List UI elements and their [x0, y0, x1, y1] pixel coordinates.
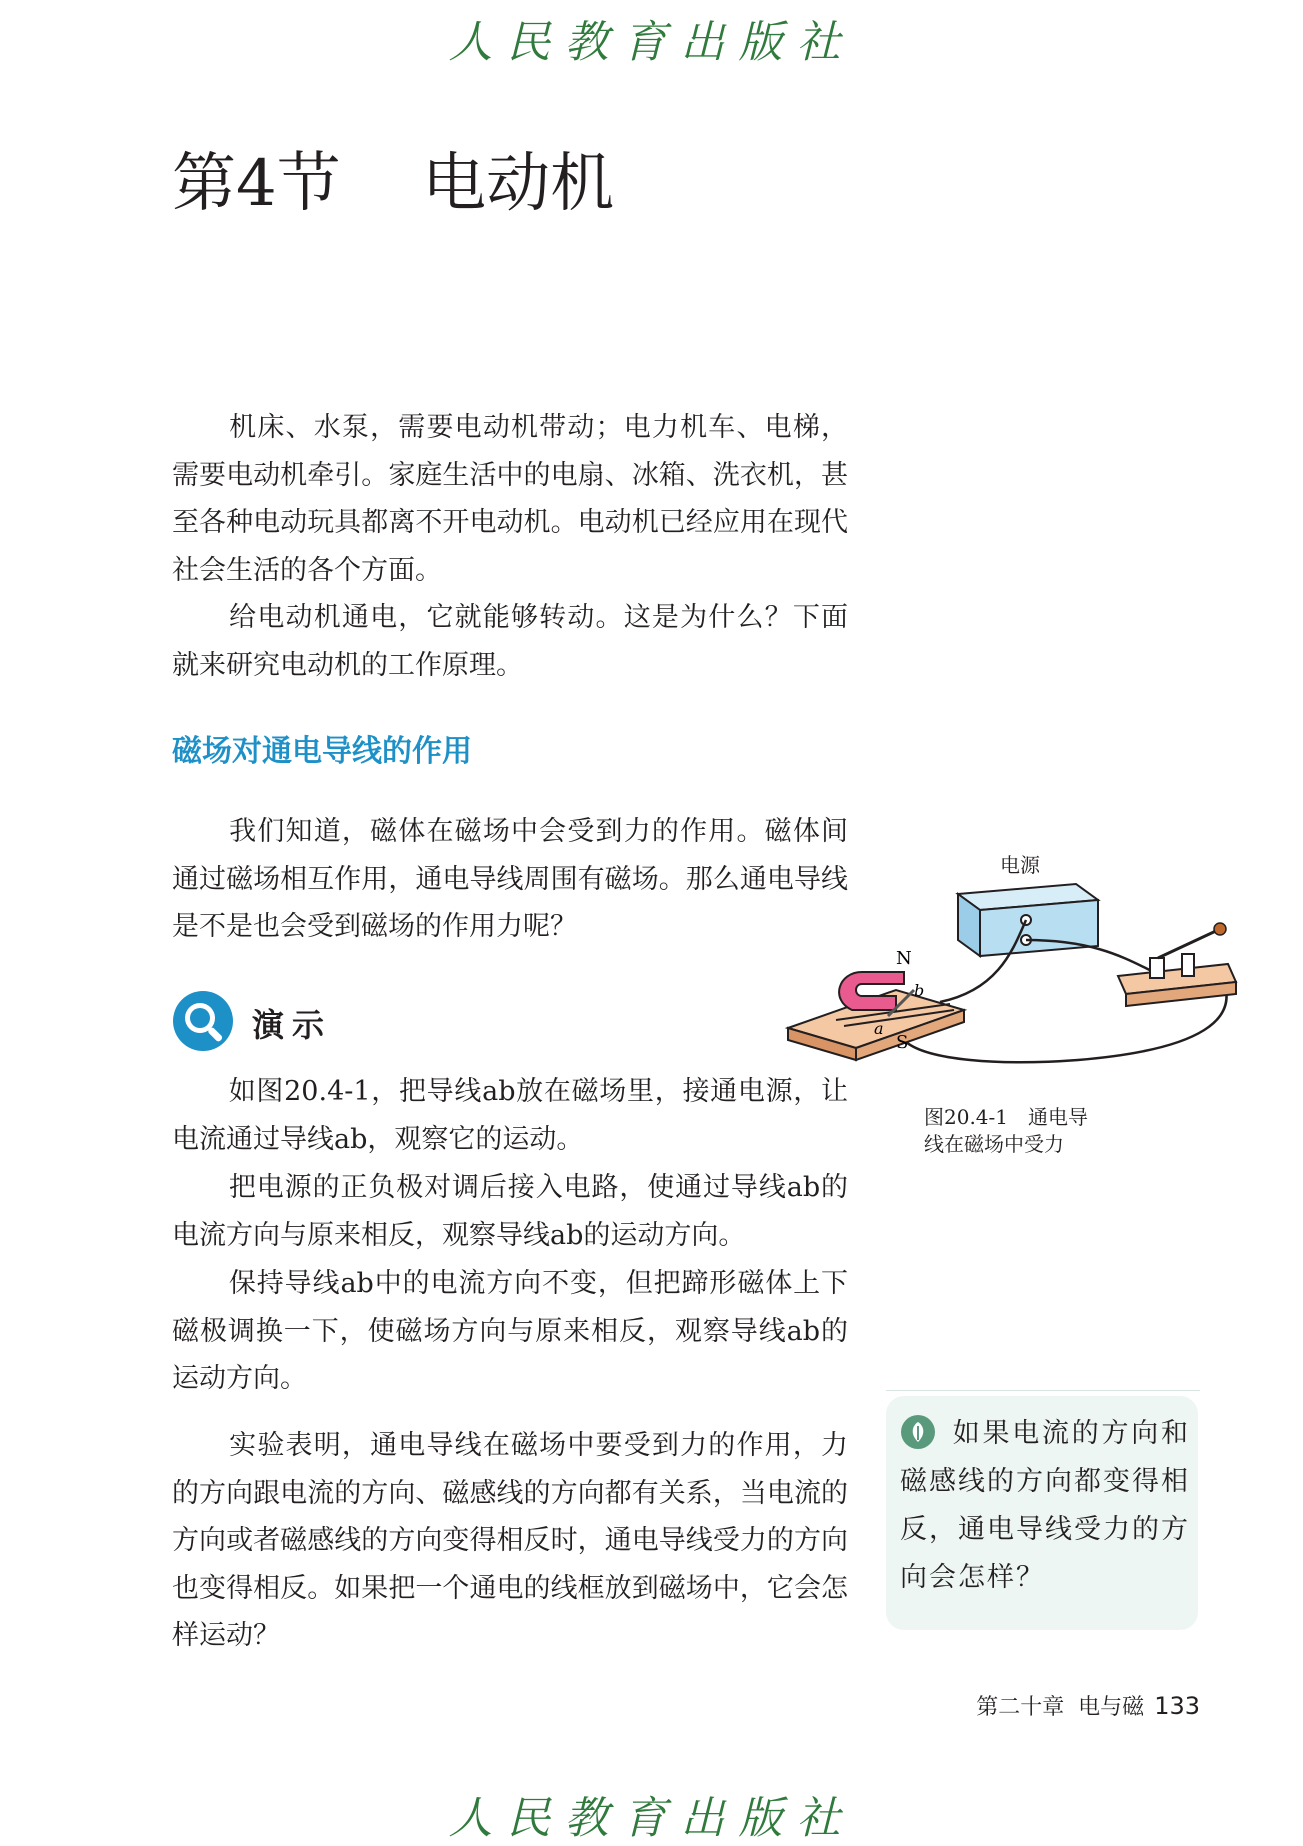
demo-step-2: 把电源的正负极对调后接入电路，使通过导线ab的电流方向与原来相反，观察导线ab的运动方向。: [172, 1172, 848, 1251]
wire-end-b-label: b: [914, 981, 925, 1000]
subsection-paragraph: 我们知道，磁体在磁场中会受到力的作用。磁体间通过磁场相互作用，通电导线周围有磁场。那么通电导线是不是也会受到磁场的作用力呢？: [172, 816, 848, 942]
magnet-base: [788, 972, 964, 1060]
footer-chapter: 第二十章 电与磁: [976, 1695, 1145, 1720]
magnet-north-label: N: [896, 948, 912, 969]
power-label: 电源: [1000, 853, 1040, 877]
conclusion-paragraph: 实验表明，通电导线在磁场中要受到力的作用，力的方向跟电流的方向、磁感线的方向都有关系，当电流的方向或者磁感线的方向变得相反时，通电导线受力的方向也变得相反。如果把一个通电的线框放到磁场中，它会怎样运动？: [172, 1430, 848, 1651]
section-title: 第4节 电动机: [172, 147, 615, 221]
page-number: 133: [1154, 1692, 1200, 1720]
publisher-logo-top: 人民教育出版社: [448, 17, 855, 68]
demo-title: 演示: [252, 1006, 333, 1044]
page-footer: [950, 1690, 1200, 1721]
demo-step-3: 保持导线ab中的电流方向不变，但把蹄形磁体上下磁极调换一下，使磁场方向与原来相反，观察导线ab的运动方向。: [172, 1268, 848, 1394]
subsection-heading: 磁场对通电导线的作用: [172, 734, 472, 769]
magnifier-icon: [172, 990, 234, 1052]
intro-paragraph-2: 给电动机通电，它就能够转动。这是为什么？下面就来研究电动机的工作原理。: [172, 602, 848, 681]
figure-caption: 图20.4-1 通电导 线在磁场中受力: [924, 1105, 1089, 1156]
intro-paragraph-1: 机床、水泵，需要电动机带动；电力机车、电梯，需要电动机牵引。家庭生活中的电扇、冰箱、洗衣机，甚至各种电动玩具都离不开电动机。电动机已经应用在现代社会生活的各个方面。: [172, 412, 848, 586]
wire-end-a-label: a: [874, 1019, 884, 1038]
demo-step-1: 如图20.4-1，把导线ab放在磁场里，接通电源，让电流通过导线ab，观察它的运动。: [172, 1076, 848, 1155]
experiment-figure: [778, 850, 1248, 1080]
magnet-south-label: S: [896, 1032, 909, 1053]
sidebox-divider: [886, 1390, 1200, 1391]
publisher-logo-bottom: 人民教育出版社: [448, 1793, 855, 1844]
question-text: 如果电流的方向和磁感线的方向都变得相反，通电导线受力的方向会怎样？: [900, 1418, 1190, 1593]
